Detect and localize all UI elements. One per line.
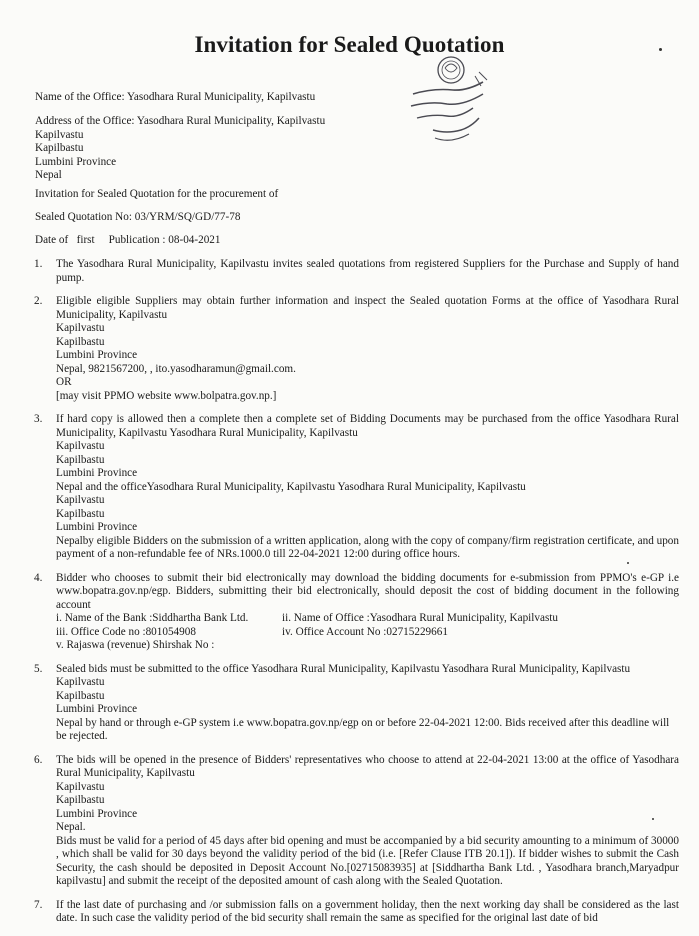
list-item <box>14 754 679 889</box>
item-text: Sealed bids must be submitted to the office Yasodhara Rural Municipality, Kapilvastu Yasodhara Rural Municipality, Kapilvastu <box>56 662 631 675</box>
address-line: Address of the Office: Yasodhara Rural Municipality, Kapilvastu <box>35 115 326 127</box>
account-field: ii. Name of Office :Yasodhara Rural Municipality, Kapilvastu <box>282 612 559 624</box>
address-line: Nepal <box>35 169 62 182</box>
account-field: v. Rajaswa (revenue) Shirshak No : <box>56 639 215 651</box>
scan-speck <box>627 562 629 564</box>
item-text: If the last date of purchasing and /or submission falls on a government holiday, then the next working day shall be considered as the last date. In such case the validity period of the bid security shall remain the same as specified for the original last date of bid <box>56 898 679 924</box>
item-text: Bidder who chooses to submit their bid electronically may download the bidding documents for e-submission from PPMO's e-GP i.e www.bopatra.gov.np/egp. Bidders, submitting their bid electronically, should deposit the cost of bidding document in the following account <box>56 571 679 611</box>
office-address <box>35 115 325 183</box>
item-text: Kapilbastu <box>56 689 105 702</box>
item-number: 6. <box>34 753 43 766</box>
item-text: OR <box>56 376 72 388</box>
item-number: 3. <box>34 413 43 425</box>
item-text: Kapilvastu <box>56 494 105 506</box>
invitation-line: Invitation for Sealed Quotation for the procurement of <box>35 188 279 200</box>
item-text: Nepal, 9821567200, , ito.yasodharamun@gmail.com. <box>56 362 296 375</box>
list-item <box>14 663 679 744</box>
item-text: Kapilbastu <box>56 335 105 348</box>
office-stamp <box>405 54 495 146</box>
item-text: Kapilvastu <box>56 780 105 793</box>
item-number: 2. <box>34 295 43 307</box>
item-text: Lumbini Province <box>56 703 138 715</box>
list-item <box>14 295 679 403</box>
item-text: If hard copy is allowed then a complete then a complete set of Bidding Documents may be purchased from the office Yasodhara Rural Municipality, Kapilvastu Yasodhara Rural Municipality, Kapilvastu <box>56 413 679 439</box>
office-name: Name of the Office: Yasodhara Rural Municipality, Kapilvastu <box>35 91 316 103</box>
item-text: [may visit PPMO website www.bolpatra.gov.np.] <box>56 389 277 402</box>
address-line: Kapilbastu <box>35 142 84 155</box>
item-text: The bids will be opened in the presence of Bidders' representatives who choose to attend at 22-04-2021 13:00 at the office of Yasodhara Rural Municipality, Kapilvastu <box>56 753 679 779</box>
address-line: Kapilvastu <box>35 128 84 141</box>
list-item <box>14 258 679 285</box>
terms-list <box>14 258 679 936</box>
item-text: Lumbini Province <box>56 349 138 361</box>
item-text: Kapilbastu <box>56 507 105 520</box>
account-field: i. Name of the Bank :Siddhartha Bank Ltd. <box>56 612 249 624</box>
list-item <box>14 899 679 926</box>
item-text: Lumbini Province <box>56 807 138 820</box>
address-line: Lumbini Province <box>35 155 117 168</box>
item-text: Nepalby eligible Bidders on the submission of a written application, along with the copy of company/firm registration certificate, and upon payment of a non-refundable fee of NRs.1000.0 till 22-04-2021 12:00 during office hours. <box>56 534 679 560</box>
item-text: Kapilvastu <box>56 322 105 334</box>
list-item <box>14 572 679 653</box>
item-text: The Yasodhara Rural Municipality, Kapilvastu invites sealed quotations from registered Suppliers for the Purchase and Supply of hand pump. <box>56 258 679 284</box>
account-field <box>282 639 679 653</box>
list-item <box>14 413 679 562</box>
item-number: 5. <box>34 662 43 675</box>
document-title: Invitation for Sealed Quotation <box>194 32 505 57</box>
item-number: 4. <box>34 571 43 584</box>
item-text: Kapilvastu <box>56 676 105 688</box>
item-text: Kapilbastu <box>56 453 105 466</box>
item-text: Lumbini Province <box>56 467 138 479</box>
quotation-number: Sealed Quotation No: 03/YRM/SQ/GD/77-78 <box>35 211 241 223</box>
item-text: Eligible eligible Suppliers may obtain further information and inspect the Sealed quotation Forms at the office of Yasodhara Rural Municipality, Kapilvastu <box>56 295 679 321</box>
item-text: Lumbini Province <box>56 521 138 533</box>
bank-account-details <box>56 612 679 653</box>
item-text: Bids must be valid for a period of 45 days after bid opening and must be accompanied by a bid security amounting to a minimum of 30000 , which shall be valid for 30 days beyond the validity period of the bid (i.e. [Refer Clause ITB 20.1]). If bidder wishes to submit the Cash Security, the cash should be deposited in Deposit Account No.[02715083935] at [Siddhartha Bank Ltd. , Yasodhara branch,Maryadpur kapilvastu] and submit the receipt of the deposited amount of cash along with the Sealed Quotation. <box>56 834 679 887</box>
item-text: Kapilbastu <box>56 794 105 806</box>
item-text: Nepal by hand or through e-GP system i.e www.bopatra.gov.np/egp on or before 22-04-2021 12:00. Bids received after this deadline will be rejected. <box>56 716 670 742</box>
item-text: Nepal and the officeYasodhara Rural Municipality, Kapilvastu Yasodhara Rural Municipality, Kapilvastu <box>56 480 526 493</box>
account-field: iv. Office Account No :02715229661 <box>282 625 448 638</box>
item-text: Kapilvastu <box>56 440 105 452</box>
scan-speck <box>659 48 662 51</box>
item-number: 1. <box>34 258 43 270</box>
account-field: iii. Office Code no :801054908 <box>56 625 196 638</box>
scan-speck <box>652 818 654 820</box>
publication-date: Date of first Publication : 08-04-2021 <box>35 234 221 246</box>
item-number: 7. <box>34 898 43 911</box>
item-text: Nepal. <box>56 821 86 833</box>
